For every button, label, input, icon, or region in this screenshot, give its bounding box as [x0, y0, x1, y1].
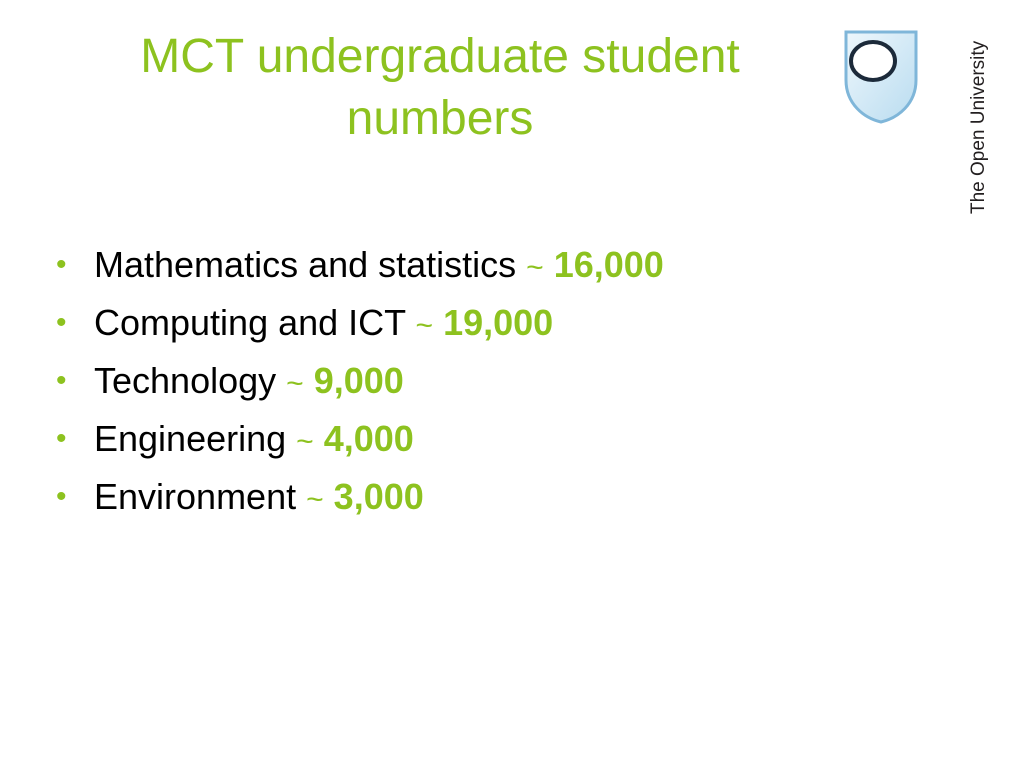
bullet-icon: •: [56, 364, 67, 397]
list-item: [56, 236, 664, 294]
subject-label: Mathematics and statistics: [94, 244, 517, 285]
open-university-wordmark-text: The Open University: [968, 40, 989, 214]
subject-label: Engineering: [94, 418, 287, 459]
approx-symbol: ~: [306, 483, 324, 516]
slide-title: [40, 26, 840, 150]
subject-label: Technology: [94, 360, 277, 401]
open-university-shield-logo: [842, 28, 920, 124]
bullet-icon: •: [56, 248, 67, 281]
open-university-wordmark: [960, 30, 994, 216]
subject-label: Environment: [94, 476, 297, 517]
slide-title-line-2: numbers: [346, 92, 534, 145]
subject-label: Computing and ICT: [94, 302, 406, 343]
student-count: 4,000: [323, 418, 414, 459]
slide-title-line-1: MCT undergraduate student: [140, 30, 740, 83]
list-item: [56, 410, 664, 468]
approx-symbol: ~: [415, 309, 434, 342]
student-numbers-list: [56, 236, 664, 526]
student-count: 16,000: [553, 244, 664, 285]
student-count: 9,000: [313, 360, 404, 401]
list-item: [56, 294, 664, 352]
approx-symbol: ~: [296, 425, 314, 458]
list-item: [56, 468, 664, 526]
student-count: 19,000: [443, 302, 554, 343]
student-count: 3,000: [333, 476, 424, 517]
bullet-icon: •: [56, 480, 67, 513]
approx-symbol: ~: [526, 251, 544, 284]
list-item: [56, 352, 664, 410]
bullet-icon: •: [56, 422, 67, 455]
bullet-icon: •: [56, 306, 67, 339]
approx-symbol: ~: [286, 367, 304, 400]
